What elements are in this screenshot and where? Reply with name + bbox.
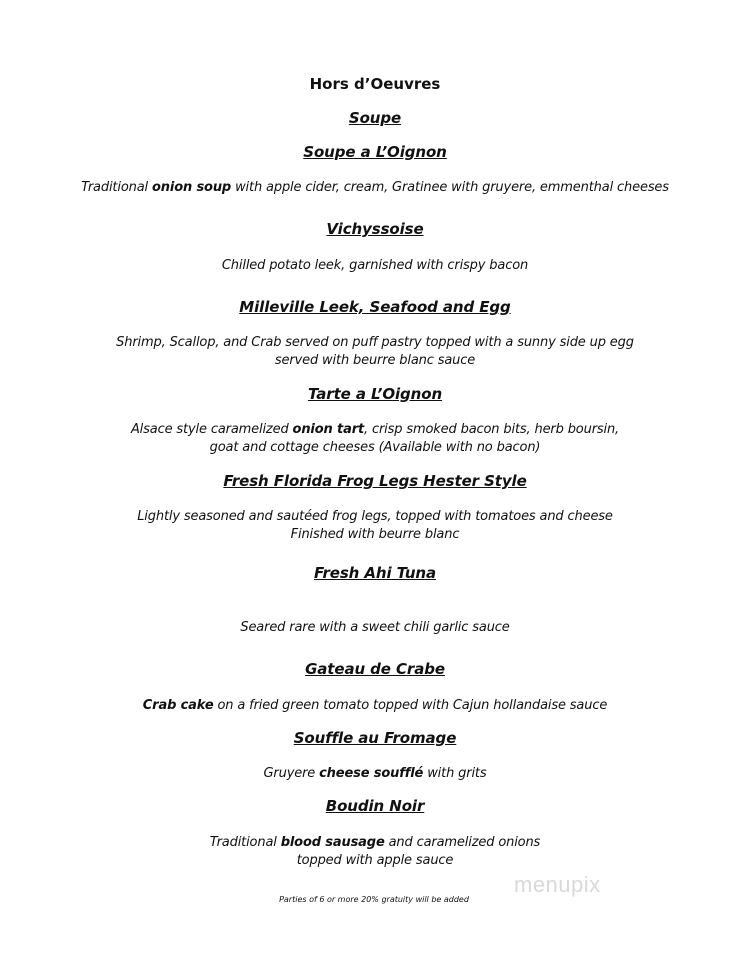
menu-item-name: Souffle au Fromage (293, 729, 457, 747)
menu-item-name: Fresh Florida Frog Legs Hester Style (223, 472, 527, 490)
menu-item-description: Crab cake on a fried green tomato topped with Cajun hollandaise sauce (142, 698, 608, 713)
menu-item-description: Finished with beurre blanc (290, 527, 460, 542)
menu-item-description: Gruyere cheese soufflé with grits (263, 766, 487, 781)
section-heading-soupe: Soupe (348, 109, 402, 127)
menu-item-name: Milleville Leek, Seafood and Egg (239, 298, 511, 316)
menu-item-description: Shrimp, Scallop, and Crab served on puff pastry topped with a sunny side up egg (116, 335, 634, 350)
menu-item-name: Gateau de Crabe (305, 660, 445, 678)
page-title: Hors d’Oeuvres (309, 75, 441, 93)
menu-item-name: Tarte a L’Oignon (307, 385, 443, 403)
menu-item-description: goat and cottage cheeses (Available with no bacon) (209, 440, 541, 455)
menu-item-description: Traditional onion soup with apple cider, cream, Gratinee with gruyere, emmenthal cheeses (81, 180, 669, 195)
menu-item-description: topped with apple sauce (296, 853, 454, 868)
menu-item-name: Fresh Ahi Tuna (313, 564, 437, 582)
gratuity-footnote: Parties of 6 or more 20% gratuity will be added (279, 895, 469, 904)
menu-item-description: served with beurre blanc sauce (274, 353, 476, 368)
menu-item-description: Alsace style caramelized onion tart, crisp smoked bacon bits, herb boursin, (130, 422, 620, 437)
menu-item-description: Lightly seasoned and sautéed frog legs, topped with tomatoes and cheese (137, 509, 613, 524)
menu-item-name: Soupe a L’Oignon (303, 143, 447, 161)
menu-item-name: Vichyssoise (326, 220, 424, 238)
menu-item-description: Seared rare with a sweet chili garlic sauce (240, 620, 510, 635)
menu-item-description: Chilled potato leek, garnished with crispy bacon (221, 258, 529, 273)
watermark-logo: menupix (514, 872, 601, 897)
menu-item-description: Traditional blood sausage and caramelized onions (209, 835, 541, 850)
menu-item-name: Boudin Noir (325, 797, 425, 815)
